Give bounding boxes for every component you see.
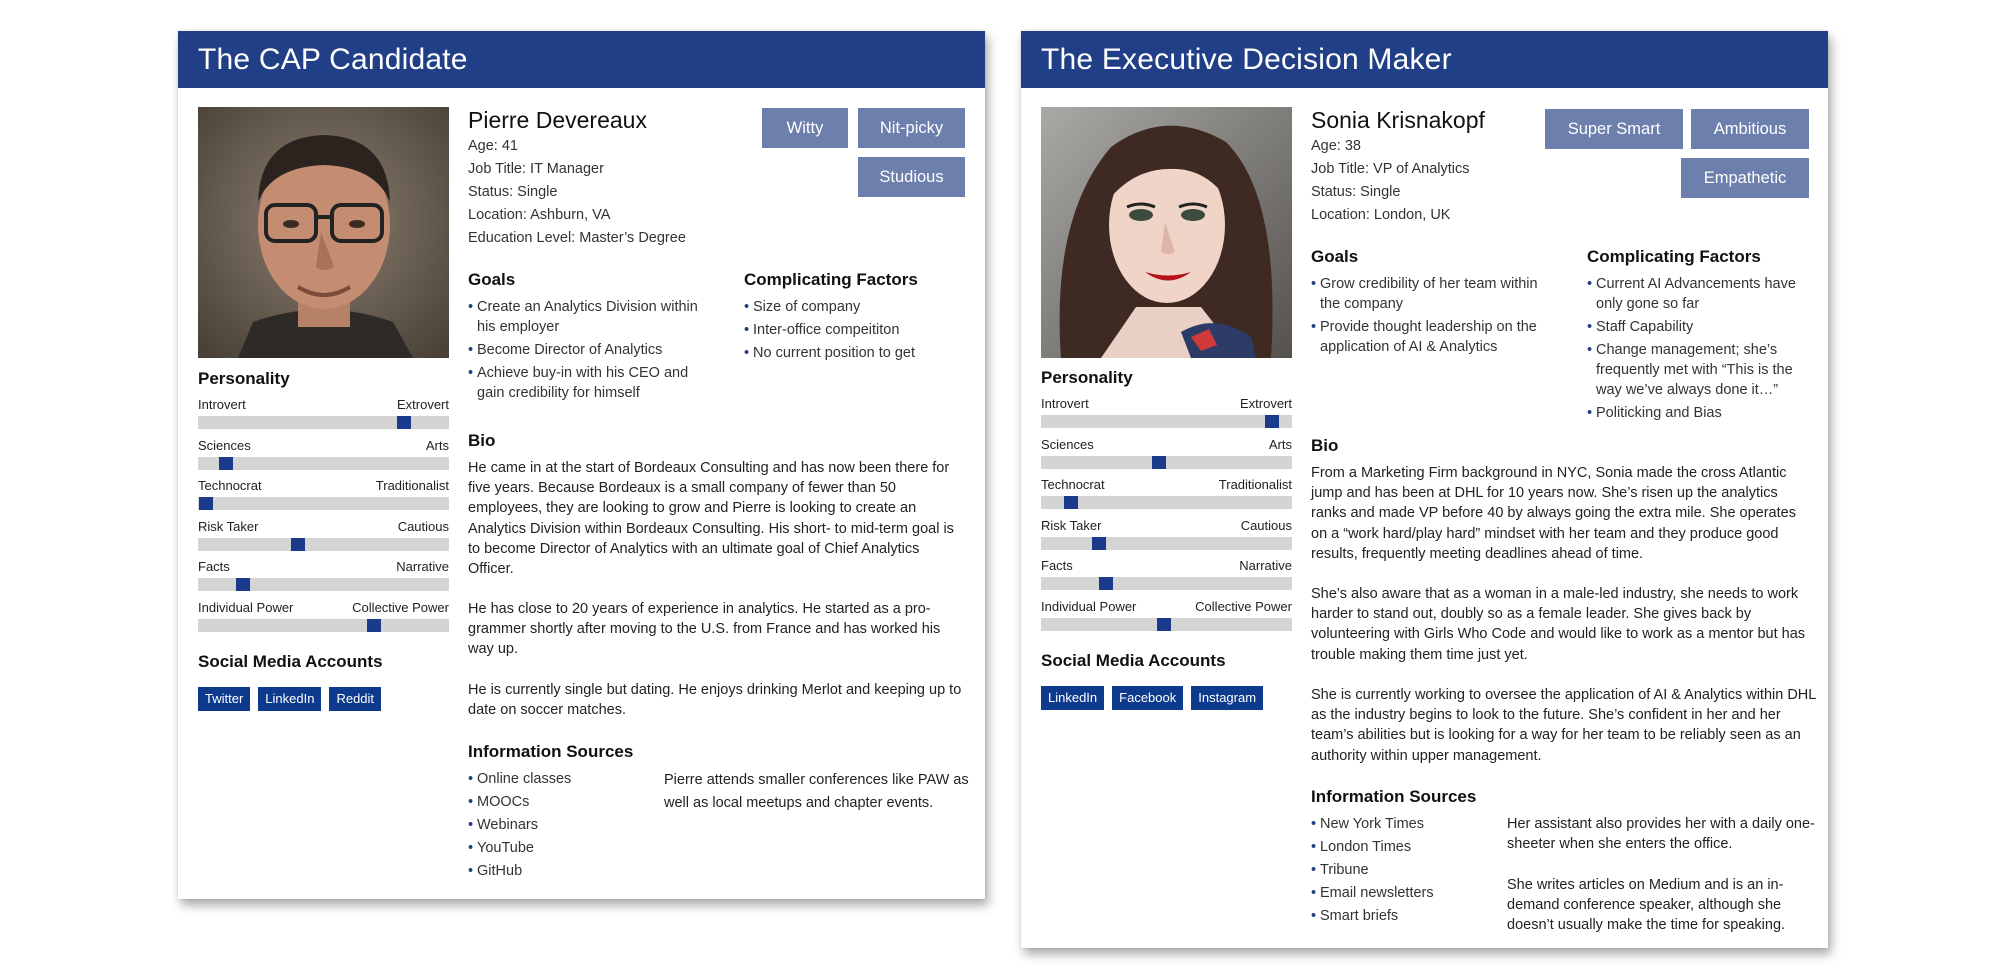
slider-track — [1041, 577, 1292, 590]
slider-knob — [397, 416, 411, 429]
goals-list — [1311, 274, 1556, 360]
factor-item: • No current position to get — [744, 343, 979, 363]
info-source-item: • New York Times — [1311, 814, 1501, 834]
slider-introvert-extrovert — [198, 397, 449, 431]
bio-heading: Bio — [468, 431, 496, 450]
slider-right-label: Arts — [425, 438, 449, 453]
social-accounts — [198, 687, 389, 711]
persona-card-executive-decision-maker — [1021, 31, 1828, 948]
slider-left-label: Technocrat — [1041, 477, 1105, 492]
slider-knob — [1157, 618, 1171, 631]
bio-paragraph: She’s also aware that as a woman in a male-led industry, she needs to work harder to stand out, doubly so as a female leader. She gives back by volunteering with Girls Who Code and would like to work as a mentor but has trouble making them time just yet. — [1311, 586, 1806, 663]
social-linkedin-button[interactable]: LinkedIn — [258, 687, 321, 711]
bio-heading: Bio — [1311, 436, 1339, 455]
slider-knob — [291, 538, 305, 551]
bio-paragraph: He came in at the start of Bordeaux Consulting and has now been there for five years. Because Bordeaux is a small company of fewer than 50 employees, they are looking to grow and Pierre is looking to create an Analytics Division within Bordeaux Consulting. His short- to mid-term goal is to become Director of Analytics with an ultimate goal of Chief Analytics Officer. — [468, 460, 954, 578]
slider-knob — [1064, 496, 1078, 509]
card-header — [1021, 31, 1828, 88]
info-sources-list — [468, 769, 648, 884]
slider-left-label: Sciences — [1041, 437, 1094, 452]
info-source-item: • Webinars — [468, 815, 648, 835]
social-linkedin-button[interactable]: LinkedIn — [1041, 686, 1104, 710]
slider-left-label: Risk Taker — [1041, 518, 1102, 533]
trait-tag[interactable]: Nit-picky — [858, 108, 965, 148]
detail-age: Age: 41 — [468, 138, 518, 154]
persona-name: Sonia Krisnakopf — [1311, 107, 1485, 133]
factor-item: • Current AI Advancements have only gone so far — [1587, 274, 1822, 314]
trait-tag[interactable]: Empathetic — [1681, 158, 1809, 198]
social-heading: Social Media Accounts — [1041, 651, 1226, 670]
info-source-item: • GitHub — [468, 861, 648, 881]
info-source-item: • London Times — [1311, 837, 1501, 857]
slider-knob — [1099, 577, 1113, 590]
factor-item: • Size of company — [744, 297, 979, 317]
trait-tag[interactable]: Witty — [762, 108, 848, 148]
persona-card-cap-candidate — [178, 31, 985, 899]
social-facebook-button[interactable]: Facebook — [1112, 686, 1183, 710]
info-source-item: • Online classes — [468, 769, 648, 789]
slider-left-label: Individual Power — [198, 600, 294, 615]
slider-track — [198, 538, 449, 551]
detail-job-title: Job Title: VP of Analytics — [1311, 161, 1470, 177]
slider-knob — [1265, 415, 1279, 428]
slider-left-label: Sciences — [198, 438, 251, 453]
slider-facts-narrative — [1041, 558, 1292, 592]
detail-status: Status: Single — [468, 184, 558, 200]
slider-track — [198, 457, 449, 470]
factor-item: • Staff Capability — [1587, 317, 1822, 337]
slider-left-label: Facts — [198, 559, 230, 574]
card-header — [178, 31, 985, 88]
goal-item: • Provide thought leadership on the application of AI & Analytics — [1311, 317, 1556, 357]
personality-heading: Personality — [198, 369, 290, 388]
slider-right-label: Narrative — [396, 559, 449, 574]
info-source-item: • MOOCs — [468, 792, 648, 812]
social-reddit-button[interactable]: Reddit — [329, 687, 381, 711]
slider-knob — [367, 619, 381, 632]
slider-right-label: Collective Power — [1195, 599, 1292, 614]
card-title: The Executive Decision Maker — [1041, 43, 1452, 76]
info-note: Pierre attends smaller conferences like PAW as well as local meetups and chapter events. — [664, 772, 969, 811]
complicating-factors-heading: Complicating Factors — [1587, 247, 1761, 266]
slider-track — [198, 416, 449, 429]
persona-name: Pierre Devereaux — [468, 107, 647, 133]
info-source-item: • YouTube — [468, 838, 648, 858]
info-source-item: • Tribune — [1311, 860, 1501, 880]
persona-photo — [1041, 107, 1292, 358]
slider-right-label: Collective Power — [352, 600, 449, 615]
goal-item: • Create an Analytics Division within his employer — [468, 297, 713, 337]
slider-right-label: Extrovert — [396, 397, 449, 412]
slider-left-label: Individual Power — [1041, 599, 1137, 614]
bio-paragraph: From a Marketing Firm background in NYC, Sonia made the cross Atlantic jump and has been at DHL for 10 years now. She’s risen up the analytics ranks and made VP before 40 by always going the extra mile. She operates on a “work hard/play hard” mindset with her team and they produce good results, frequently meeting deadlines ahead of time. — [1311, 465, 1796, 562]
slider-technocrat-traditionalist — [1041, 477, 1292, 511]
detail-location: Location: London, UK — [1311, 207, 1451, 223]
goal-item: • Grow credibility of her team within the company — [1311, 274, 1556, 314]
slider-right-label: Extrovert — [1239, 396, 1292, 411]
info-note: She writes articles on Medium and is an in-demand conference speaker, although she doesn’t usually make the time for speaking. — [1507, 877, 1786, 934]
slider-track — [1041, 415, 1292, 428]
slider-knob — [1092, 537, 1106, 550]
slider-technocrat-traditionalist — [198, 478, 449, 512]
factor-item: • Change management; she’s frequently met with “This is the way we’ve always done it…” — [1587, 340, 1822, 400]
slider-track — [1041, 618, 1292, 631]
info-sources-heading: Information Sources — [468, 742, 634, 761]
personality-heading: Personality — [1041, 368, 1133, 387]
trait-tag[interactable]: Super Smart — [1545, 109, 1683, 149]
bio-paragraph: He is currently single but dating. He enjoys drinking Merlot and keeping up to date on soccer matches. — [468, 682, 962, 719]
slider-facts-narrative — [198, 559, 449, 593]
slider-track — [1041, 496, 1292, 509]
slider-right-label: Narrative — [1239, 558, 1292, 573]
slider-knob — [219, 457, 233, 470]
goals-heading: Goals — [1311, 247, 1359, 266]
complicating-factors-heading: Complicating Factors — [744, 270, 918, 289]
slider-sciences-arts — [198, 438, 449, 472]
slider-risktaker-cautious — [198, 519, 449, 553]
slider-right-label: Cautious — [1240, 518, 1292, 533]
social-accounts — [1041, 686, 1271, 710]
social-heading: Social Media Accounts — [198, 652, 383, 671]
slider-track — [1041, 456, 1292, 469]
factor-item: • Politicking and Bias — [1587, 403, 1822, 423]
factors-list — [1587, 274, 1822, 426]
slider-individual-collective — [1041, 599, 1292, 633]
detail-education: Education Level: Master’s Degree — [468, 230, 686, 246]
goals-list — [468, 297, 713, 406]
slider-right-label: Traditionalist — [375, 478, 449, 493]
factor-item: • Inter-office compeititon — [744, 320, 979, 340]
slider-left-label: Technocrat — [198, 478, 262, 493]
slider-introvert-extrovert — [1041, 396, 1292, 430]
slider-right-label: Traditionalist — [1218, 477, 1292, 492]
slider-track — [198, 578, 449, 591]
slider-right-label: Arts — [1268, 437, 1292, 452]
slider-left-label: Introvert — [1041, 396, 1089, 411]
persona-photo — [198, 107, 449, 358]
trait-tag[interactable]: Ambitious — [1691, 109, 1809, 149]
slider-track — [198, 619, 449, 632]
social-twitter-button[interactable]: Twitter — [198, 687, 250, 711]
persona-details — [468, 135, 686, 250]
goal-item: • Achieve buy-in with his CEO and gain credibility for himself — [468, 363, 713, 403]
slider-risktaker-cautious — [1041, 518, 1292, 552]
info-note: Her assistant also provides her with a daily one-sheeter when she enters the office. — [1507, 816, 1815, 853]
slider-right-label: Cautious — [397, 519, 449, 534]
slider-sciences-arts — [1041, 437, 1292, 471]
factors-list — [744, 297, 979, 366]
detail-status: Status: Single — [1311, 184, 1401, 200]
bio-paragraph: He has close to 20 years of experience in analytics. He started as a pro-grammer shortly after moving to the U.S. from France and has worked his way up. — [468, 601, 941, 658]
slider-left-label: Facts — [1041, 558, 1073, 573]
goals-heading: Goals — [468, 270, 516, 289]
slider-knob — [199, 497, 213, 510]
slider-individual-collective — [198, 600, 449, 634]
info-sources-heading: Information Sources — [1311, 787, 1477, 806]
social-instagram-button[interactable]: Instagram — [1191, 686, 1263, 710]
slider-knob — [236, 578, 250, 591]
slider-left-label: Introvert — [198, 397, 246, 412]
persona-details — [1311, 135, 1470, 227]
slider-knob — [1152, 456, 1166, 469]
detail-job-title: Job Title: IT Manager — [468, 161, 604, 177]
slider-track — [1041, 537, 1292, 550]
goal-item: • Become Director of Analytics — [468, 340, 713, 360]
bio-paragraph: She is currently working to oversee the application of AI & Analytics within DHL as the industry begins to look to the future. She’s confident in her and her team’s abilities but is looking for a way for her team to be reliably seen as an authority within upper management. — [1311, 687, 1816, 764]
trait-tag[interactable]: Studious — [858, 157, 965, 197]
slider-left-label: Risk Taker — [198, 519, 259, 534]
detail-location: Location: Ashburn, VA — [468, 207, 611, 223]
info-sources-list — [1311, 814, 1501, 929]
detail-age: Age: 38 — [1311, 138, 1361, 154]
info-source-item: • Email newsletters — [1311, 883, 1501, 903]
slider-track — [198, 497, 449, 510]
card-title: The CAP Candidate — [198, 43, 468, 76]
info-source-item: • Smart briefs — [1311, 906, 1501, 926]
